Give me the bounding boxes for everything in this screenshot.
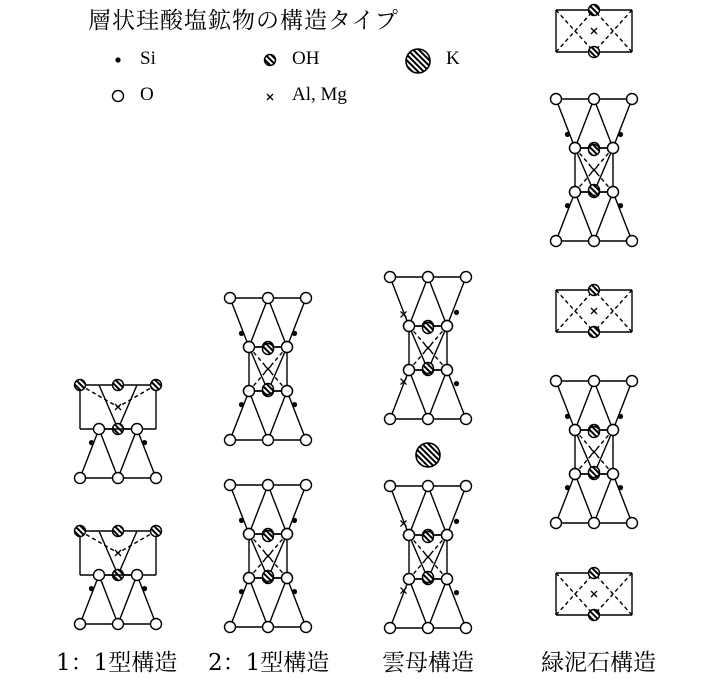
silicon-atom: [89, 440, 94, 445]
hydroxyl-atom: [589, 427, 600, 438]
octahedral-dashed-edge: [80, 531, 118, 553]
oxygen-atom: [132, 424, 143, 435]
silicon-atom: [239, 331, 244, 336]
octahedral-dashed-edge: [80, 385, 118, 407]
bond-line: [268, 391, 287, 440]
oxygen-atom: [589, 376, 600, 387]
al-mg-cation: [115, 550, 121, 556]
mica-layer-lower: [385, 481, 472, 634]
chlorite-interlayer-2: [556, 285, 632, 338]
legend: [113, 49, 431, 102]
silicon-atom: [565, 414, 570, 419]
hydroxyl-atom: [113, 526, 124, 537]
oxygen-atom: [113, 619, 124, 630]
bond-line: [249, 391, 268, 440]
bond-line: [409, 579, 428, 628]
bond-line: [613, 474, 632, 523]
al-mg-cation: [591, 591, 597, 597]
oxygen-atom: [282, 342, 293, 353]
mica-layer-upper: [385, 272, 472, 425]
silicon-atom: [115, 57, 120, 62]
bond-line: [249, 485, 268, 534]
hydroxyl-atom: [265, 55, 276, 66]
bond-line: [556, 99, 575, 148]
chlorite-interlayer-3: [556, 568, 632, 621]
oxygen-atom: [301, 622, 312, 633]
al-mg-cation: [591, 28, 597, 34]
oxygen-atom: [385, 414, 396, 425]
pyrophyllite-layer-upper: [225, 293, 312, 446]
bond-line: [575, 381, 594, 430]
oxygen-atom: [151, 619, 162, 630]
silicon-atom: [454, 519, 459, 524]
legend-oh-label: OH: [292, 48, 320, 69]
bond-line: [447, 486, 466, 535]
hydroxyl-atom: [263, 531, 274, 542]
bond-line: [99, 531, 118, 575]
bond-line: [118, 385, 137, 429]
bond-line: [118, 575, 137, 624]
oxygen-atom: [282, 386, 293, 397]
bond-line: [268, 578, 287, 627]
hydroxyl-atom: [589, 5, 600, 16]
oxygen-atom: [94, 570, 105, 581]
oxygen-atom: [461, 272, 472, 283]
bond-line: [390, 277, 409, 326]
bond-line: [447, 370, 466, 419]
hydroxyl-atom: [263, 384, 274, 395]
hydroxyl-atom: [423, 363, 434, 374]
bond-line: [80, 575, 99, 624]
bond-line: [390, 370, 409, 419]
hydroxyl-atom: [75, 526, 86, 537]
bond-line: [428, 486, 447, 535]
silicon-atom: [454, 381, 459, 386]
oxygen-atom: [423, 481, 434, 492]
bond-line: [613, 192, 632, 241]
legend-almg-label: Al, Mg: [292, 84, 347, 105]
oxygen-atom: [608, 143, 619, 154]
caption-2-1-structure: 2：1型構造: [208, 650, 330, 676]
bond-line: [409, 486, 428, 535]
hydroxyl-atom: [151, 526, 162, 537]
oxygen-atom: [75, 473, 86, 484]
silicon-atom: [565, 132, 570, 137]
bond-line: [594, 381, 613, 430]
silicon-atom: [142, 586, 147, 591]
oxygen-atom: [244, 573, 255, 584]
bond-line: [556, 474, 575, 523]
oxygen-atom: [75, 619, 86, 630]
silicon-atom: [618, 485, 623, 490]
oxygen-atom: [570, 469, 581, 480]
oxygen-atom: [263, 480, 274, 491]
oxygen-atom: [627, 94, 638, 105]
oxygen-atom: [263, 293, 274, 304]
al-mg-cation: [115, 404, 121, 410]
oxygen-atom: [627, 376, 638, 387]
octahedral-dashed-edge: [118, 385, 156, 407]
hydroxyl-atom: [589, 47, 600, 58]
bond-line: [390, 486, 409, 535]
hydroxyl-atom: [589, 145, 600, 156]
silicon-atom: [618, 414, 623, 419]
oxygen-atom: [301, 435, 312, 446]
bond-line: [428, 370, 447, 419]
oxygen-atom: [551, 376, 562, 387]
oxygen-atom: [113, 91, 124, 102]
silicon-atom: [618, 203, 623, 208]
octahedral-dashed-edge: [118, 531, 156, 553]
oxygen-atom: [608, 469, 619, 480]
oxygen-atom: [442, 574, 453, 585]
potassium-atom: [406, 49, 430, 73]
bond-line: [80, 429, 99, 478]
silicon-atom: [454, 590, 459, 595]
bond-line: [230, 485, 249, 534]
legend-k-label: K: [446, 48, 460, 69]
bond-line: [594, 99, 613, 148]
hydroxyl-atom: [589, 610, 600, 621]
caption-1-1-structure: 1：1型構造: [56, 650, 178, 676]
oxygen-atom: [113, 473, 124, 484]
oxygen-atom: [244, 386, 255, 397]
oxygen-atom: [551, 94, 562, 105]
oxygen-atom: [404, 530, 415, 541]
hydroxyl-atom: [589, 467, 600, 478]
hydroxyl-atom: [151, 380, 162, 391]
kaolinite-layer-upper: [75, 380, 162, 484]
bond-line: [99, 429, 118, 478]
silicon-atom: [292, 331, 297, 336]
bond-line: [118, 429, 137, 478]
oxygen-atom: [627, 236, 638, 247]
silicon-atom: [89, 586, 94, 591]
oxygen-atom: [461, 414, 472, 425]
oxygen-atom: [551, 236, 562, 247]
bond-line: [428, 277, 447, 326]
oxygen-atom: [282, 573, 293, 584]
bond-line: [287, 298, 306, 347]
bond-line: [594, 474, 613, 523]
oxygen-atom: [94, 424, 105, 435]
oxygen-atom: [263, 435, 274, 446]
legend-si-label: Si: [140, 48, 156, 69]
oxygen-atom: [461, 623, 472, 634]
bond-line: [428, 579, 447, 628]
oxygen-atom: [442, 321, 453, 332]
oxygen-atom: [404, 321, 415, 332]
silicon-atom: [565, 203, 570, 208]
oxygen-atom: [225, 480, 236, 491]
hydroxyl-atom: [589, 568, 600, 579]
oxygen-atom: [301, 293, 312, 304]
oxygen-atom: [423, 623, 434, 634]
bond-line: [287, 485, 306, 534]
bond-line: [230, 578, 249, 627]
pyrophyllite-layer-lower: [225, 480, 312, 633]
bond-line: [99, 575, 118, 624]
silicon-atom: [565, 485, 570, 490]
oxygen-atom: [151, 473, 162, 484]
bond-line: [447, 277, 466, 326]
bond-line: [230, 391, 249, 440]
oxygen-atom: [570, 187, 581, 198]
oxygen-atom: [442, 365, 453, 376]
chlorite-layer-upper: [551, 94, 638, 247]
bond-line: [287, 578, 306, 627]
silicon-atom: [239, 518, 244, 523]
al-mg-cation: [591, 167, 597, 173]
hydroxyl-atom: [589, 285, 600, 296]
oxygen-atom: [608, 187, 619, 198]
bond-line: [268, 298, 287, 347]
hydroxyl-atom: [263, 571, 274, 582]
bond-line: [99, 385, 118, 429]
hydroxyl-atom: [75, 380, 86, 391]
bond-line: [390, 579, 409, 628]
hydroxyl-atom: [423, 572, 434, 583]
oxygen-atom: [627, 518, 638, 529]
oxygen-atom: [423, 414, 434, 425]
hydroxyl-atom: [589, 185, 600, 196]
hydroxyl-atom: [589, 327, 600, 338]
bond-line: [137, 575, 156, 624]
oxygen-atom: [442, 530, 453, 541]
oxygen-atom: [404, 574, 415, 585]
oxygen-atom: [385, 481, 396, 492]
silicon-atom: [618, 132, 623, 137]
oxygen-atom: [225, 435, 236, 446]
silicon-atom: [292, 589, 297, 594]
oxygen-atom: [461, 481, 472, 492]
oxygen-atom: [263, 622, 274, 633]
caption-mica-structure: 雲母構造: [382, 650, 474, 676]
al-mg-cation: [591, 308, 597, 314]
oxygen-atom: [244, 529, 255, 540]
bond-line: [575, 99, 594, 148]
potassium-interlayer-ion: [416, 443, 440, 467]
caption-chlorite-structure: 緑泥石構造: [541, 650, 656, 676]
al-mg-cation: [591, 449, 597, 455]
bond-line: [575, 474, 594, 523]
bond-line: [409, 370, 428, 419]
al-mg-cation: [425, 345, 431, 351]
bond-line: [409, 277, 428, 326]
oxygen-atom: [385, 272, 396, 283]
bond-line: [613, 99, 632, 148]
oxygen-atom: [301, 480, 312, 491]
oxygen-atom: [225, 622, 236, 633]
oxygen-atom: [589, 518, 600, 529]
al-mg-cation: [425, 554, 431, 560]
oxygen-atom: [423, 272, 434, 283]
silicon-atom: [454, 310, 459, 315]
oxygen-atom: [570, 143, 581, 154]
oxygen-atom: [404, 365, 415, 376]
al-mg-cation: [265, 553, 271, 559]
oxygen-atom: [244, 342, 255, 353]
oxygen-atom: [132, 570, 143, 581]
chlorite-interlayer-1: [556, 5, 632, 58]
hydroxyl-atom: [113, 380, 124, 391]
bond-line: [556, 192, 575, 241]
bond-line: [137, 429, 156, 478]
bond-line: [118, 531, 137, 575]
diagram-title: 層状珪酸塩鉱物の構造タイプ: [88, 8, 399, 34]
bond-line: [249, 298, 268, 347]
hydroxyl-atom: [263, 344, 274, 355]
kaolinite-layer-lower: [75, 526, 162, 630]
oxygen-atom: [385, 623, 396, 634]
bond-line: [230, 298, 249, 347]
bond-line: [575, 192, 594, 241]
oxygen-atom: [551, 518, 562, 529]
silicon-atom: [292, 402, 297, 407]
hydroxyl-atom: [423, 532, 434, 543]
bond-line: [556, 381, 575, 430]
silicon-atom: [239, 589, 244, 594]
oxygen-atom: [589, 236, 600, 247]
silicon-atom: [142, 440, 147, 445]
silicon-atom: [292, 518, 297, 523]
oxygen-atom: [225, 293, 236, 304]
bond-line: [594, 192, 613, 241]
chlorite-layer-lower: [551, 376, 638, 529]
bond-line: [613, 381, 632, 430]
bond-line: [249, 578, 268, 627]
al-mg-cation: [267, 94, 273, 100]
oxygen-atom: [570, 425, 581, 436]
oxygen-atom: [608, 425, 619, 436]
al-mg-cation: [265, 366, 271, 372]
oxygen-atom: [589, 94, 600, 105]
bond-line: [268, 485, 287, 534]
bond-line: [447, 579, 466, 628]
bond-line: [287, 391, 306, 440]
hydroxyl-atom: [423, 323, 434, 334]
silicon-atom: [239, 402, 244, 407]
oxygen-atom: [282, 529, 293, 540]
legend-o-label: O: [140, 84, 154, 105]
